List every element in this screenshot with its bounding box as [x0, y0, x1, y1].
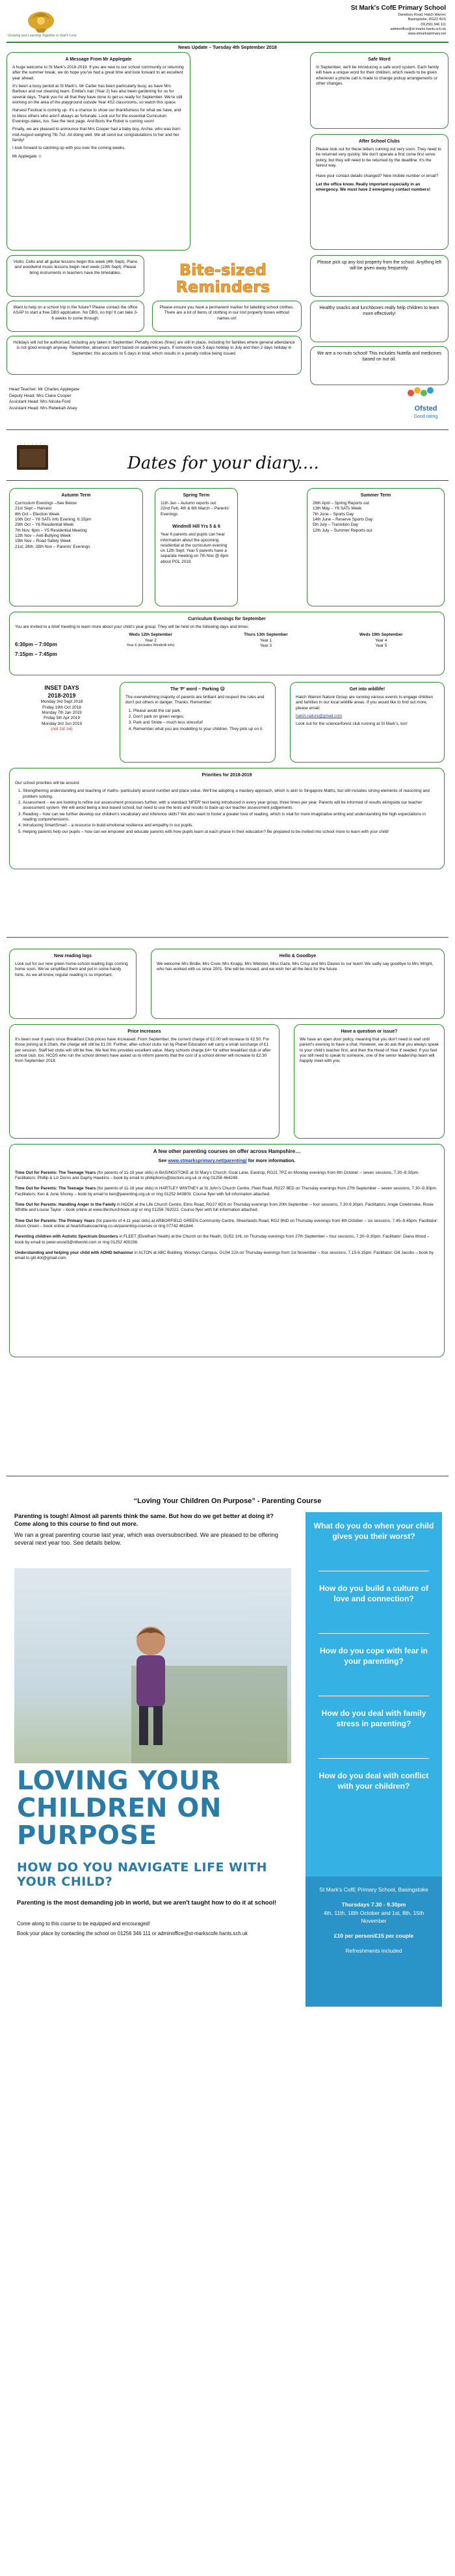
page-separator: [6, 937, 448, 938]
autumn-date: 10th Oct – Y6 SATs Info Evening, 6:15pm: [15, 517, 92, 522]
spring-term-title: Spring Term: [183, 493, 210, 498]
pick-up-text: Please pick up any lost property from the school. Anything left will be given away frequently.: [317, 260, 442, 271]
healthy-snacks-box: [310, 301, 448, 342]
purpose-intro: [14, 1512, 291, 1550]
parking-text: The overwhelming majority of parents are brilliant and respect the rules and don't put others in danger. Thanks. Remember:: [125, 695, 265, 705]
curriculum-title: Curriculum Evenings for September: [188, 617, 266, 621]
hello-goodbye-title: Hello & Goodbye: [279, 954, 317, 958]
head-message-title: A Message From Mr Applegate: [65, 57, 132, 62]
summer-date: 7th June – Sports Day: [313, 511, 354, 517]
hello-goodbye-text: We welcome Mrs Bridle, Mrs Crow, Mrs Knapp, Mrs Webster, Miss Gaze, Mrs Crisp and Mrs Davies to our team! We sadly say goodbye to Mrs Wright, who has worked with us since 2001. She will be missed, and we wish her all the best for the future.: [157, 962, 434, 972]
news-update-title: News Update – Tuesday 4th September 2018: [178, 44, 277, 50]
wildlife-text: Hatch Warren Nature Group are running various events to engage children and families in our local wildlife areas. If you would like to find out more, please email:: [296, 695, 434, 711]
pick-up-box: [310, 255, 448, 297]
parking-title: The 'P' word – Parking ☹: [170, 687, 225, 692]
reading-logs-text: Look out for our new green home-school reading logs coming home soon. We've simplified them and put in some handy hints. As we all know, regular reading is so important.: [15, 962, 128, 977]
summer-date: 13th May – Y6 SATs Week: [313, 506, 362, 511]
course-item: Time Out for Parents: The Primary Years (for parents of 4-11 year olds) at ARBORFIELD GREEN Community Centre, Sheerlands Road, RG2 9ND on Thursday evenings from 4th October – six sessions, 7.45–9.45pm. Facilitator: Alison Green – book online at heartofoakcoaching.co.uk/parenting-courses or ring 07742 461844.: [15, 1218, 438, 1229]
after-school-text: Please look out for these letters coming out very soon. They need to be returned very quickly. We don't operate a first come first serve policy, but they will need to be returned by the deadline. It's the fairest way.: [316, 147, 441, 169]
inset-days: INSET DAYS 2018-2019 Monday 3rd Sept 2018 Friday 19th Oct 2018 Monday 7th Jan 2019 Friday 5th Apr 2019 Monday 3rd Jun 2019 (not 1st Jul): [13, 685, 110, 732]
question-box: [294, 1024, 445, 1139]
nut-free-text: We are a no-nuts school! This includes Nutella and medicines based on nut oil.: [317, 351, 442, 362]
curriculum-evenings-box: [9, 612, 445, 675]
purpose-title: “Loving Your Children On Purpose” - Parenting Course: [133, 1497, 322, 1505]
question-text: We have an open door policy, meaning that you don't need to wait until parent's evening to have a chat. However, we do ask that you always speak to your child's teacher first, and then the Head of Year if needed. If you feel you still need to speak to someone, one of the senior leadership team will happily meet with you.: [300, 1037, 439, 1064]
venue-dates: 4th, 11th, 18th October and 1st, 8th, 15th November: [323, 1909, 424, 1925]
bite-sized-reminders-heading: Bite-sized Reminders: [176, 261, 270, 297]
venue-price: £10 per person/£15 per couple: [333, 1932, 414, 1939]
price-increases-title: Price Increases: [127, 1029, 161, 1034]
banner-question: How do you deal with conflict with your children?: [318, 1771, 429, 1791]
priorities-list: 1. Strengthening understanding and teaching of maths- particularly around number and place value. We'll be adopting a mastery approach, which is akin to Singapore Maths, but still includes strong elements of reasoning and problem solving. 2. Assessment – we are looking to refine our assessment processes further, with a standard 'NFER' test being introduced in every year group, three times per year. Parents will be informed of results alongside our teacher assessment system. We will avoid being a test-based school, but need to use the tests and results to back-up our teacher assessment judgements. 3. Reading – how can we further develop our children's vocabulary and inference skills? We also want to foster a greater love of reading, which is vital for more imaginative writing and understanding the high expectations in reading comprehensions. 4. Introducing SmartSmart – a resource to build emotional resilience and empathy in our pupils. 5. Helping parents help our pupils – how can we empower and educate parents with how pupils learn at each phase in their education? Be prepared to be invited into school more to learn with your child!: [15, 789, 439, 835]
ofsted-icon: [403, 386, 448, 406]
summer-date: 5th July – Transition Day: [313, 522, 358, 528]
venue-panel: [306, 1877, 442, 2007]
parenting-link[interactable]: www.stmarksprimary.net/parenting/: [168, 1158, 247, 1164]
purpose-tagline: Parenting is the most demanding job in world, but we aren't taught how to do it at school!: [17, 1899, 277, 1906]
inset-year: 2018-2019: [47, 692, 76, 699]
windmill-text: Year 6 parents and pupils can hear information about the upcoming residential at the curriculum evening on 12th Sept. Year 5 parents have a separate meeting on 7th Nov @ 6pm about PGL 2019.: [161, 532, 229, 564]
banner-question: How do you build a culture of love and connection?: [319, 1584, 428, 1603]
priorities-box: [9, 768, 445, 869]
book-icon: [14, 442, 51, 474]
purpose-subhead: HOW DO YOU NAVIGATE LIFE WITH YOUR CHILD?: [17, 1860, 268, 1889]
course-item: Understanding and helping your child with ADHD behaviour in ALTON at ABC Building, Wooteys Campus, GU34 2JA on Thursday evenings from 1st November – four sessions, 7.15-9.15pm. Facilitator: Gill Jacobs – book by email to gill.4ot@gmail.com.: [15, 1251, 434, 1261]
autumn-date: 29th Oct – Y6 Residential Week: [15, 522, 74, 528]
autumn-date: 7th Nov; 6pm – Y5 Residential Meeting: [15, 528, 87, 533]
spring-term-box: [155, 488, 238, 606]
head-message-para: A huge welcome to St Mark's 2018-2019. If you are new to our school community or returning after the summer break, we do hope you've had a great time and look forward to an excellent year ahead.: [12, 65, 184, 81]
school-crest-logo: [25, 5, 57, 34]
wildlife-box: [290, 682, 445, 763]
windmill-title: Windmill Hill Yrs 5 & 6: [172, 524, 220, 530]
page-separator: [6, 429, 448, 430]
contact-question: Have your contact details changed? New mobile number or email?: [316, 174, 439, 179]
music-lessons-box: [6, 255, 144, 297]
autumn-date: 8th Oct – Election Week: [15, 511, 60, 517]
inset-title: INSET DAYS: [44, 685, 79, 691]
purpose-footer: Come along to this course to be equipped and encouraged! Book your place by contacting the school on 01256 346 111 or adminoffice@st-markscofe.hants.sch.uk: [17, 1921, 248, 1936]
banner-question: How do you deal with family stress in parenting?: [321, 1709, 426, 1728]
summer-term-title: Summer Term: [360, 493, 391, 498]
parenting-see-more: See www.stmarksprimary.net/parenting/ for more information.: [158, 1158, 296, 1164]
healthy-snacks-text: Healthy snacks and lunchboxes really help children to learn more effectively!: [319, 306, 439, 317]
header-divider: [6, 42, 448, 43]
head-message-para: Finally, we are pleased to announce that Mrs Cooper had a baby boy, Archie, who was born mid-August weighing 7lb 7oz. All doing well. We all send our congratulations to her and her family!: [12, 127, 181, 143]
reading-logs-title: New reading logs: [54, 954, 92, 958]
curriculum-intro: You are invited to a brief meeting to learn more about your child's year group. They will be held on the following days and times:: [15, 625, 250, 630]
diary-title: Dates for your diary....: [127, 454, 319, 473]
school-motto: Growing and Learning Together in God's Love: [8, 34, 77, 38]
school-address: Danebury Road, Hatch Warren Basingstoke, RG22 4US (01256) 346 111 adminoffice@st-marks.hants.sch.uk www.stmarksprimary.net: [390, 13, 446, 36]
autumn-date: 19th Nov – Road Safety Week: [15, 539, 71, 544]
course-item: Parenting children with Autistic Spectrum Disorders in FLEET (Elvetham Heath) at the Church on the Heath, GU51 1HL on Thursday evenings from 27th September – four sessions, 7.30–9.30pm. Facilitator: Diana Wood – book by email to peter.wood3@ntlworld.com or ring 01252 400236.: [15, 1234, 430, 1245]
curriculum-times: 6:30pm – 7:00pm 7:15pm – 7:45pm: [15, 642, 57, 657]
ofsted-rating: Good rating: [413, 414, 438, 419]
autumn-date: Curriculum Evenings –See Below: [15, 501, 77, 506]
venue-name: St Mark's CofE Primary School, Basingstoke: [319, 1886, 428, 1893]
label-clothes-text: Please ensure you have a permanent marker for labelling school clothes. There are a lot of items of clothing in our lost property boxes without names on!: [159, 305, 294, 321]
ofsted-logo: [403, 386, 448, 420]
curriculum-col: Thurs 13th September Year 1 Year 3: [244, 632, 288, 649]
ofsted-name: Ofsted: [414, 405, 437, 413]
parenting-courses-box: [9, 1144, 445, 1357]
holidays-box: [6, 336, 302, 375]
safe-word-title: Safe Word: [368, 57, 391, 62]
purpose-lead-bold: Parenting is tough! Almost all parents think the same. But how do we get better at doing it? Come along to this course to find out more.: [14, 1513, 274, 1528]
course-item: Time Out for Parents: The Teenage Years (for parents of 11-16 year olds) in HARTLEY WINTNEY at St John's Church Centre, Fleet Road, RG27 8ED on Thursday evenings from 27th September – seven sessions, 7.30–9.30pm. Facilitators: Ken & June Shorey – book by email to ken@parenting.org.uk or ring 01252 843803. Course flyer with full information attached.: [15, 1186, 437, 1197]
parenting-courses-title: A few other parenting courses on offer across Hampshire…: [153, 1148, 301, 1154]
trip-help-text: Want to help on a school trip in the future? Please contact the office ASAP to start a free DBS application. No DBS, no trip! It can take 3-6 weeks to come through.: [12, 305, 138, 321]
nut-free-box: [310, 346, 448, 385]
curriculum-col: Weds 19th September Year 4 Year 5: [359, 632, 403, 649]
safe-word-text: In September, we'll be introducing a safe word system. Each family will have a unique word for their children, which needs to be given whenever a phone call is made to change pickup arrangements or other changes.: [316, 65, 439, 87]
spring-date: 22nd Feb, 4th & 6th March – Parents' Evenings: [161, 506, 230, 517]
trip-help-box: [6, 301, 144, 332]
staff-list: Head Teacher: Mr Charles Applegate Deputy Head: Mrs Claire Cooper Assistant Head: Mrs Nicola Ford Assistant Head: Mrs Rebekah Alsey: [9, 387, 80, 411]
inset-note: (not 1st Jul): [51, 727, 73, 732]
autumn-term-title: Autumn Term: [61, 493, 91, 498]
holidays-text: Holidays will not be authorised, including any taken in September. Penalty notices (fines) are still in place, including for families where general attendance is not good enough anyway. Remember, absences aren't based on academic years. If someone took 5 days holiday in July and then 2 days holiday in September, this accounts to 5 days in total, which results in a penalty notice being issued.: [13, 340, 295, 356]
course-item: Time Out for Parents: The Teenage Years (for parents of 11-16 year olds) in BASINGSTOKE at St Mary's Church, Goat Lane, Eastrop, RG21 7PZ on Monday evenings from 8th October – seven sessions, 7.30–9.30pm. Facilitators: Phillip & Liz Dorns and Daphy Hawkins – book by email to philliphorns@doctors.org.uk or ring 01256 464249.: [15, 1170, 419, 1181]
priorities-title: Priorities for 2018-2019: [202, 773, 252, 778]
summer-term-box: [307, 488, 445, 606]
venue-refreshments: Refreshments included: [345, 1947, 402, 1954]
price-increases-text: It's been over 8 years since Breakfast Club prices have increased. From September, the current charge of £2.00 will increase to ¢2.50. For those joining at 8.20am, the charge will still be £1.00. Further, after-school clubs run by Planet Education will carry a small surcharge of £1 per session. Staff led clubs will still be free. We feel this provides excellent value. Many schools charge £4+ for either breakfast club or after school club, too. HCDS who run the school dinners have asked us to inform parents that the cost of a school dinner will increase to £2.30 from September 2018.: [15, 1037, 271, 1064]
course-item: Time Out for Parents: Handling Anger in the Family in HOOK at the Life Church Centre, Elms Road, RG27 9DX on Thursday evenings from 20th September – four sessions, 7.30-9.30pm. Facilitators: Angie Colebrooke, Rosie Whittle and Louise Taylor – book online at www.lifechurchhook.org/ or ring 01256 762022. Course flyer with full information attached.: [15, 1202, 434, 1213]
priorities-intro: Our school priorities will be around:: [15, 781, 80, 786]
purpose-question-banner: [306, 1512, 442, 2007]
wildlife-email-link[interactable]: hatch.nature@gmail.com: [296, 714, 343, 719]
head-message-para: I look forward to catching up with you over the coming weeks.: [12, 146, 126, 151]
question-title: Have a question or issue?: [341, 1029, 398, 1034]
safe-word-box: [310, 52, 448, 129]
curriculum-col: Weds 12th September Year 2 Year 6 (includes Windmill info): [126, 632, 175, 648]
wildlife-title: Get into wildlife!: [349, 687, 385, 692]
purpose-big-title: LOVING YOUR CHILDREN ON PURPOSE: [17, 1766, 222, 1851]
head-message-signoff: Mr Applegate ☺: [12, 154, 42, 159]
child-photo: [14, 1568, 291, 1763]
price-increases-box: [9, 1024, 280, 1139]
reading-logs-box: [9, 949, 136, 1019]
spring-date: 11th Jan – Autumn reports out: [161, 501, 216, 506]
hello-goodbye-box: [151, 949, 445, 1019]
head-message-para: It's been a busy period at St Mark's. Mr Carter has been particularly busy, as have Mrs Barbour and our cleaning team. Emilia's nan (Year 2) has also been gardening for us for several days. Thank you for all that they have done to get us ready for September. We're still working on the area of the playground outside Year 4S2 classrooms, so watch this space.: [12, 84, 183, 105]
after-school-box: [310, 134, 448, 250]
autumn-date: 21st Sept – Harvest: [15, 506, 52, 511]
school-name: St Mark's CofE Primary School: [350, 5, 446, 12]
autumn-date: 21st, 26th, 28th Nov – Parents' Evenings: [15, 544, 90, 549]
head-message-para: Harvest Festival is coming up- it's a chance to show our thankfulness for what we have, and to bless others who aren't always as fortunate. Look out for the essential Curriculum Evenings dates, too. See the next page. And Boris the Robot is coming soon!: [12, 108, 181, 124]
autumn-term-box: [9, 488, 143, 606]
summer-date: 12th July – Summer Reports out: [313, 528, 372, 533]
parking-box: [120, 682, 276, 763]
venue-times: Thursdays 7.30 - 9.30pm: [341, 1901, 406, 1908]
diary-divider: [6, 480, 448, 481]
label-clothes-box: [152, 301, 302, 332]
autumn-date: 12th Nov – Anti-Bullying Week: [15, 534, 71, 539]
banner-question: What do you do when your child gives you their worst?: [313, 1521, 434, 1541]
parking-list: 1. Please avoid the car park. 2. Don't park on green verges. 3. Park and Stride – much less stressful! 4. Remember what you are modelling to your children. They pick up on it.: [125, 709, 270, 732]
summer-date: 14th June – Reserve Sports Day: [313, 517, 373, 522]
head-message-box: [6, 52, 190, 251]
music-lessons-text: Violin, Cello and all guitar lessons begin this week (4th Sept). Piano and woodwind music lessons begin next week (10th Sept). Please bring instruments in teachers have the timetables.: [13, 260, 138, 275]
summer-date: 26th April – Spring Reports out: [313, 501, 370, 506]
banner-question: How do you cope with fear in your parenting?: [319, 1646, 428, 1666]
contact-bold: Let the office know. Really important especially in an emergency. We must have 2 emergency contact numbers!: [316, 182, 430, 193]
after-school-title: After School Clubs: [358, 139, 400, 144]
wildlife-text-2: Look out for the science/forest club running at St Mark's, too!: [296, 722, 408, 727]
purpose-lead: We ran a great parenting course last year, which was oversubscribed. We are pleased to be offering several next year too. See details below.: [14, 1531, 279, 1547]
